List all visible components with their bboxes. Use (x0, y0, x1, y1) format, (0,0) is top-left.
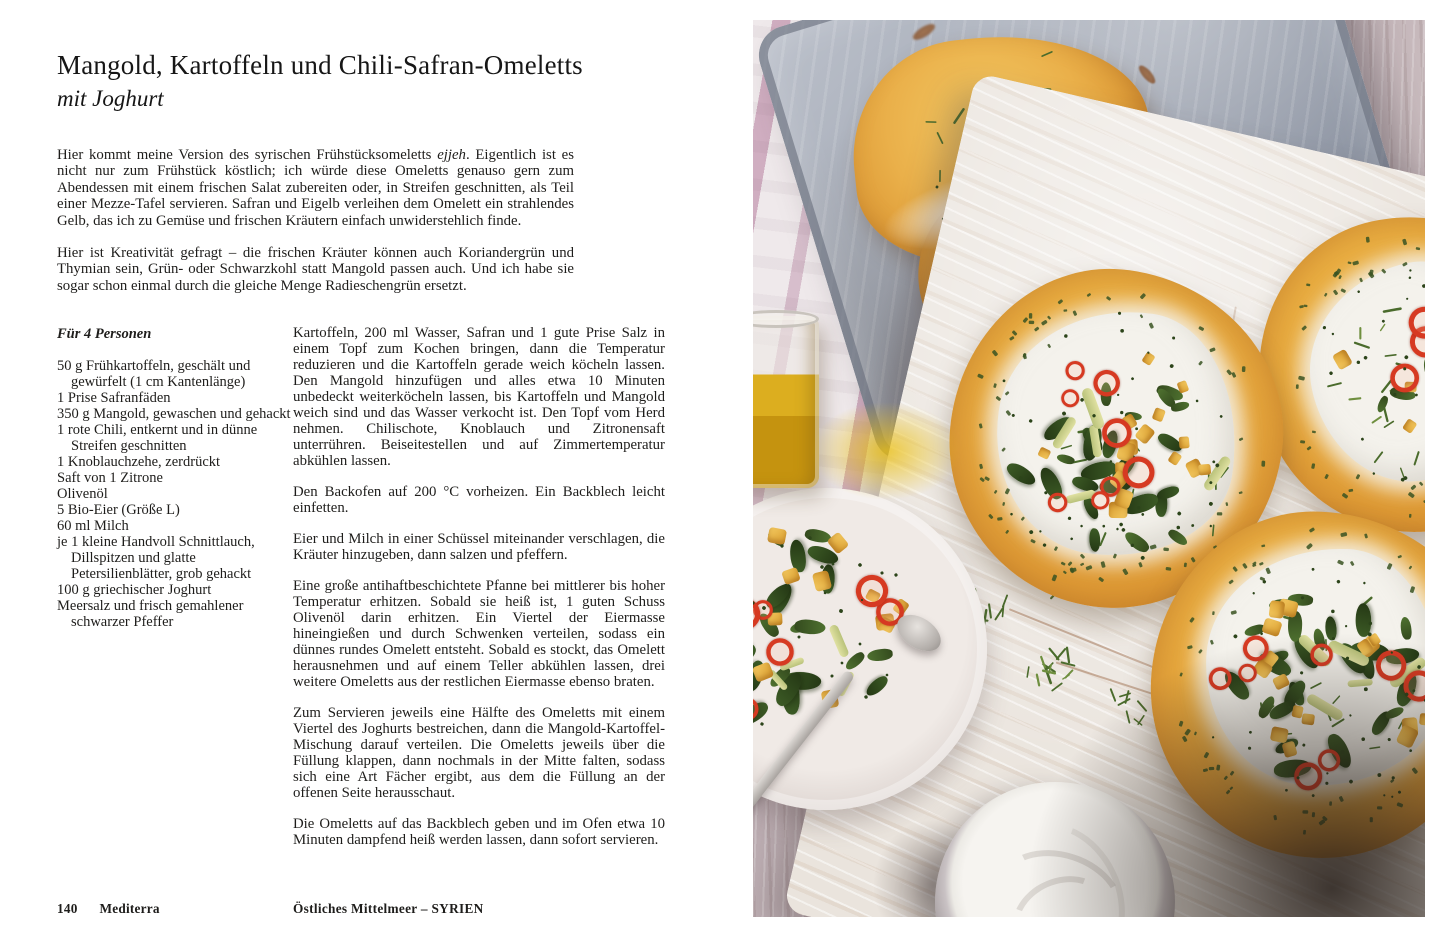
chive-speck (1403, 367, 1406, 370)
fleck-garnish (1139, 562, 1143, 568)
ingredient-item: 350 g Mangold, gewaschen und gehackt (57, 406, 291, 422)
olive-oil-glass (753, 316, 819, 488)
fleck-garnish (1398, 555, 1402, 558)
chive-speck (1140, 555, 1145, 560)
fleck-garnish (1226, 502, 1229, 506)
ingredient-item: Olivenöl (57, 486, 108, 502)
fleck-garnish (1034, 326, 1039, 331)
chive-speck (1409, 269, 1412, 272)
chive-speck (797, 635, 801, 639)
ingredient-item: je 1 kleine Handvoll Schnittlauch, Dillspitzen und glatte Petersilienblätter, grob gehackt (57, 534, 255, 582)
chive-speck (808, 536, 811, 539)
method-step: Zum Servieren jeweils eine Hälfte des Omeletts mit einem Viertel des Joghurts bestreichen, dann die Mangold-Kartoffel-Mischung darauf verteilen. Die Omeletts jeweils über die Füllung klappen, dann nochmals in der Mitte falten, sodass sich eine Art Fächer ergibt, aus dem die Füllung an der offenen Seite herausschaut. (293, 705, 665, 801)
dill2-garnish (1360, 327, 1362, 339)
method-step: Den Backofen auf 200 °C vorheizen. Ein Backblech leicht einfetten. (293, 484, 665, 516)
fleck-garnish (1029, 313, 1032, 319)
fleck-garnish (1332, 290, 1337, 296)
fleck-garnish (1242, 366, 1245, 372)
fleck-garnish (1348, 262, 1352, 265)
fleck-garnish (1408, 565, 1412, 569)
chive-speck (1195, 400, 1198, 403)
fleck-garnish (1060, 562, 1065, 566)
fleck-garnish (1198, 326, 1204, 331)
recipe-photo (753, 20, 1425, 917)
chive-speck (831, 562, 835, 566)
chive-speck (1252, 591, 1255, 594)
fleck-garnish (994, 490, 997, 494)
chive-speck (1120, 410, 1124, 414)
fleck-garnish (1226, 369, 1232, 375)
chive-speck (1393, 393, 1397, 397)
fleck-garnish (1029, 321, 1035, 324)
chive-speck (857, 562, 862, 567)
fleck-garnish (1339, 275, 1342, 279)
fleck-garnish (1259, 561, 1264, 565)
ingredient-item: 5 Bio-Eier (Größe L) (57, 502, 180, 518)
fleck-garnish (1301, 325, 1307, 330)
fleck-garnish (1012, 330, 1018, 336)
chard-leaf (794, 618, 826, 636)
chive-speck (780, 544, 785, 549)
chive-speck (1421, 283, 1425, 288)
fleck-garnish (1410, 514, 1412, 518)
fleck-garnish (1232, 566, 1237, 572)
fleck-garnish (1348, 489, 1353, 492)
potato-cube (767, 527, 787, 545)
fleck-garnish (1407, 492, 1414, 498)
book-title: Mediterra (99, 901, 160, 916)
fleck-garnish (1410, 485, 1416, 491)
fleck-garnish (1021, 516, 1025, 520)
fleck-garnish (992, 350, 998, 357)
chive-speck (823, 592, 826, 595)
chive-speck (838, 608, 843, 613)
fleck-garnish (1239, 437, 1244, 441)
intro-text (57, 147, 574, 310)
fleck-garnish (1101, 561, 1106, 568)
chive-speck (1042, 543, 1047, 548)
fleck-garnish (1416, 247, 1421, 250)
oil-reflection (811, 402, 961, 500)
fleck-garnish (1306, 284, 1310, 287)
ingredient-item: 1 Prise Safranfäden (57, 390, 171, 406)
fleck-garnish (1312, 431, 1316, 434)
page-footer-left (57, 901, 160, 917)
chive-speck (885, 673, 889, 677)
ingredient-item: 50 g Frühkartoffeln, geschält und gewürfelt (1 cm Kantenlänge) (57, 358, 251, 390)
ingredient-item: 1 rote Chili, entkernt und in dünne Streifen geschnitten (57, 422, 258, 454)
chive-speck (858, 642, 862, 646)
potato-cube (781, 567, 801, 585)
ingredient-item: 1 Knoblauchzehe, zerdrückt (57, 454, 221, 470)
fleck-garnish (1300, 440, 1305, 443)
chive-speck (880, 571, 884, 575)
fleck-garnish (993, 383, 996, 388)
fleck-garnish (1073, 310, 1077, 316)
fleck-garnish (1419, 482, 1423, 486)
corner-shadow (985, 597, 1425, 917)
fleck-garnish (1009, 337, 1014, 342)
fleck-garnish (1191, 557, 1196, 563)
recipe-title: Mangold, Kartoffeln und Chili-Safran-Omeletts (57, 50, 583, 80)
potato-cube (1198, 464, 1211, 476)
fleck-garnish (1324, 292, 1327, 296)
chive-speck (1118, 311, 1121, 314)
fleck-garnish (979, 463, 983, 468)
chive-speck (1135, 427, 1138, 430)
chive-speck (760, 722, 764, 726)
dish-name-italic: ejjeh (437, 147, 466, 163)
fleck-garnish (1238, 492, 1242, 495)
fleck-garnish (1166, 567, 1172, 570)
fleck-garnish (1099, 577, 1105, 582)
potato-cube (1178, 437, 1189, 450)
chive-speck (1028, 529, 1033, 534)
fleck-garnish (1242, 563, 1247, 569)
servings-label: Für 4 Personen (57, 326, 152, 342)
fleck-garnish (1261, 461, 1264, 467)
fleck-garnish (1232, 372, 1237, 378)
ingredient-item: Meersalz und frisch gemahlener schwarzer Pfeffer (57, 598, 244, 630)
chive-speck (1360, 437, 1364, 441)
fleck-garnish (1058, 299, 1064, 304)
fleck-garnish (1306, 542, 1313, 549)
fleck-garnish (1340, 288, 1346, 292)
fleck-garnish (1303, 305, 1307, 307)
ingredient-item: 100 g griechischer Joghurt (57, 582, 212, 598)
fleck-garnish (1005, 488, 1010, 494)
fleck-garnish (1356, 474, 1361, 480)
fleck-garnish (1047, 315, 1051, 319)
ingredient-item: 60 ml Milch (57, 518, 129, 534)
ingredients-list (57, 358, 292, 630)
title-block (57, 50, 657, 112)
ingredient-item: Saft von 1 Zitrone (57, 470, 163, 486)
intro-paragraph-2: Hier ist Kreativität gefragt – die frischen Kräuter können auch Koriandergrün und Thymian sein, Grün- oder Schwarzkohl statt Mangold passen auch. Und ich habe sie sogar schon einmal durch die gleiche Menge Radieschengrün ersetzt. (57, 245, 574, 294)
fleck-garnish (1163, 547, 1169, 550)
method-step: Eine große antihaftbeschichtete Pfanne bei mittlerer bis hoher Temperatur erhitzen. Sobald sie heiß ist, 1 guten Schuss Olivenöl darin erhitzen. Ein Viertel der Eiermasse hineingießen und durch Schwenken verteilen, sodass ein dünnes rundes Omelett entsteht. Sobald es stockt, das Omelett herausnehmen und auf einem Teller abkühlen lassen, drei weitere Omeletts aus der restlichen Eiermasse ebenso braten. (293, 578, 665, 690)
fleck-garnish (1352, 260, 1359, 265)
recipe-subtitle: mit Joghurt (57, 86, 164, 111)
fleck-garnish (1424, 500, 1425, 504)
fleck-garnish (1262, 544, 1266, 547)
fleck-garnish (1063, 570, 1067, 574)
fleck-garnish (977, 374, 984, 379)
chive-speck (1070, 537, 1074, 541)
dill-garnish (1212, 524, 1215, 536)
page-number: 140 (57, 901, 78, 916)
fleck-garnish (1298, 376, 1305, 380)
fleck-garnish (1080, 563, 1084, 566)
fleck-garnish (1228, 580, 1233, 585)
chive-speck (864, 695, 868, 699)
method-step: Eier und Milch in einer Schüssel miteinander verschlagen, die Kräuter hinzugeben, dann salzen und pfeffern. (293, 531, 665, 563)
fleck-garnish (1113, 553, 1117, 558)
fleck-garnish (1342, 493, 1349, 499)
chive-speck (1172, 336, 1175, 339)
method-step: Kartoffeln, 200 ml Wasser, Safran und 1 gute Prise Salz in einem Topf zum Kochen bringen, dann die Temperatur reduzieren und die Kartoffeln gerade weich köcheln lassen. Den Mangold hinzufügen und alles etwa 10 Minuten unbedeckt weiterköcheln lassen, bis Kartoffeln und Mangold weich sind und das Wasser verkocht ist. Den Topf vom Herd nehmen. Chilischote, Knoblauch und Zitronensaft unterrühren. Beiseitestellen und auf Zimmertemperatur abkühlen lassen. (293, 325, 665, 469)
fleck-garnish (1123, 569, 1129, 576)
chive-speck (1120, 329, 1124, 333)
fleck-garnish (1106, 297, 1111, 302)
chive-speck (840, 662, 843, 665)
fleck-garnish (1296, 385, 1298, 390)
fleck-garnish (1141, 293, 1147, 299)
fleck-garnish (1005, 530, 1009, 534)
method-steps (293, 325, 665, 863)
chard-stem (828, 624, 850, 659)
fleck-garnish (1052, 575, 1057, 582)
chive-speck (830, 674, 833, 677)
chive-speck (894, 573, 898, 577)
fleck-garnish (988, 514, 993, 519)
chard-leaf (867, 648, 893, 662)
chive-speck (1010, 512, 1014, 516)
intro-paragraph-1: Hier kommt meine Version des syrischen Frühstücksomeletts ejjeh. Eigentlich ist es nicht nur zum Frühstück köstlich; ich würde diese Omeletts genauso gern zum Abendessen mit einem frischen Salat zubereiten oder, in Streifen geschnitten, als Teil einer Mezze-Tafel servieren. Safran und Eigelb verleihen dem Omelett ein strahlendes Gelb, das ich zu Gemüse und frischen Kräutern einfach unwiderstehlich finde. (57, 147, 574, 229)
fleck-garnish (1217, 512, 1222, 515)
fleck-garnish (1324, 474, 1328, 479)
fleck-garnish (1184, 563, 1187, 568)
chard-leaf (864, 673, 892, 698)
chive-speck (1406, 297, 1408, 299)
fleck-garnish (1209, 348, 1215, 353)
fleck-garnish (1031, 539, 1036, 543)
chive-speck (861, 598, 863, 600)
fleck-garnish (1042, 320, 1049, 326)
method-step: Die Omeletts auf das Backblech geben und im Ofen etwa 10 Minuten dampfend heiß werden lassen, dann sofort servieren. (293, 816, 665, 848)
chive-speck (1002, 379, 1006, 383)
fleck-garnish (1402, 239, 1407, 246)
fleck-garnish (1366, 237, 1370, 243)
chive-speck (1116, 393, 1118, 395)
fleck-garnish (1364, 534, 1367, 539)
fleck-garnish (1068, 562, 1073, 567)
chive-speck (1415, 393, 1418, 396)
fleck-garnish (1309, 527, 1315, 532)
fleck-garnish (1311, 463, 1315, 469)
fleck-garnish (1080, 554, 1085, 559)
chive-speck (1408, 276, 1411, 279)
chapter-label: Östliches Mittelmeer – SYRIEN (293, 901, 484, 916)
fleck-garnish (1087, 293, 1091, 297)
fleck-garnish (1054, 546, 1058, 551)
chive-speck (1039, 530, 1042, 533)
fleck-garnish (1003, 502, 1006, 506)
fleck-garnish (1340, 533, 1347, 538)
fleck-garnish (997, 517, 1002, 520)
chive-speck (1322, 326, 1326, 330)
fleck-garnish (979, 423, 983, 428)
fleck-garnish (1086, 564, 1093, 569)
fleck-garnish (1063, 310, 1067, 312)
fleck-garnish (1307, 446, 1312, 450)
